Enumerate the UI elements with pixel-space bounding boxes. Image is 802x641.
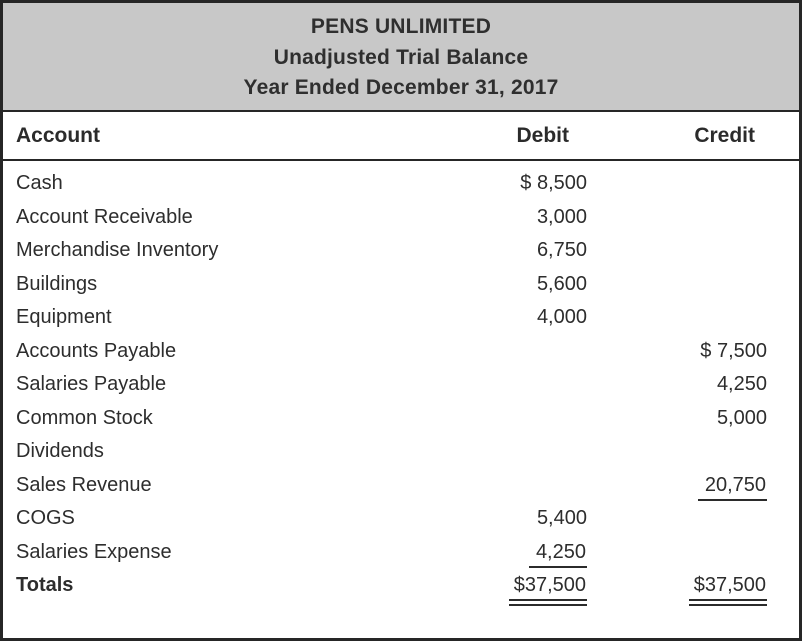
account-name: Accounts Payable [16, 339, 177, 362]
credit-amount-cell [587, 402, 767, 436]
debit-amount-cell [435, 502, 587, 536]
column-header-row [3, 112, 799, 161]
table-row [3, 502, 799, 536]
debit-amount: 4,000 [536, 306, 587, 328]
credit-amount-cell [587, 569, 767, 606]
account-name: Common Stock [16, 406, 153, 429]
table-row [3, 201, 799, 235]
debit-amount: 4,250 [529, 540, 587, 568]
debit-amount: 6,750 [536, 239, 587, 261]
account-name: Sales Revenue [16, 473, 152, 496]
debit-amount: $37,500 [509, 573, 587, 606]
table-row [3, 301, 799, 335]
table-row [3, 335, 799, 369]
credit-amount: 20,750 [698, 473, 767, 501]
debit-amount-cell [435, 268, 587, 302]
credit-amount-cell [587, 368, 767, 402]
debit-amount-cell [435, 569, 587, 606]
debit-amount: 5,400 [536, 507, 587, 529]
account-name: Salaries Payable [16, 373, 167, 395]
table-row [3, 368, 799, 402]
account-name: COGS [16, 507, 75, 529]
debit-amount: 3,000 [536, 205, 587, 228]
table-row [3, 167, 799, 201]
company-name: PENS UNLIMITED [310, 15, 492, 38]
report-period: Year Ended December 31, 2017 [243, 76, 559, 99]
account-name: Buildings [16, 272, 98, 295]
table-row [3, 536, 799, 570]
credit-column-header: Credit [694, 123, 755, 147]
table-row [3, 569, 799, 603]
debit-amount-cell [435, 167, 587, 201]
account-name: Dividends [16, 440, 104, 462]
credit-amount: $37,500 [689, 573, 767, 606]
account-column-header: Account [16, 123, 100, 147]
debit-column-header: Debit [516, 123, 569, 147]
debit-amount: 5,600 [536, 272, 587, 295]
table-body [3, 161, 799, 603]
debit-amount-cell [435, 201, 587, 235]
account-name: Totals [16, 574, 74, 596]
table-row [3, 435, 799, 469]
credit-amount: 4,250 [716, 373, 767, 395]
debit-amount-cell [435, 234, 587, 268]
document-header [3, 3, 799, 112]
table-row [3, 268, 799, 302]
debit-amount-cell [435, 536, 587, 570]
account-name: Merchandise Inventory [16, 239, 219, 261]
debit-amount-cell [435, 301, 587, 335]
table-row [3, 234, 799, 268]
account-name: Salaries Expense [16, 540, 172, 563]
credit-amount: $ 7,500 [700, 339, 767, 362]
account-name: Account Receivable [16, 205, 193, 228]
account-name: Cash [16, 172, 63, 194]
credit-amount-cell [587, 335, 767, 369]
report-title: Unadjusted Trial Balance [273, 45, 529, 69]
credit-amount-cell [587, 469, 767, 503]
account-name: Equipment [16, 306, 112, 328]
table-row [3, 469, 799, 503]
table-row [3, 402, 799, 436]
credit-amount: 5,000 [716, 406, 767, 429]
debit-amount: $ 8,500 [520, 172, 587, 194]
